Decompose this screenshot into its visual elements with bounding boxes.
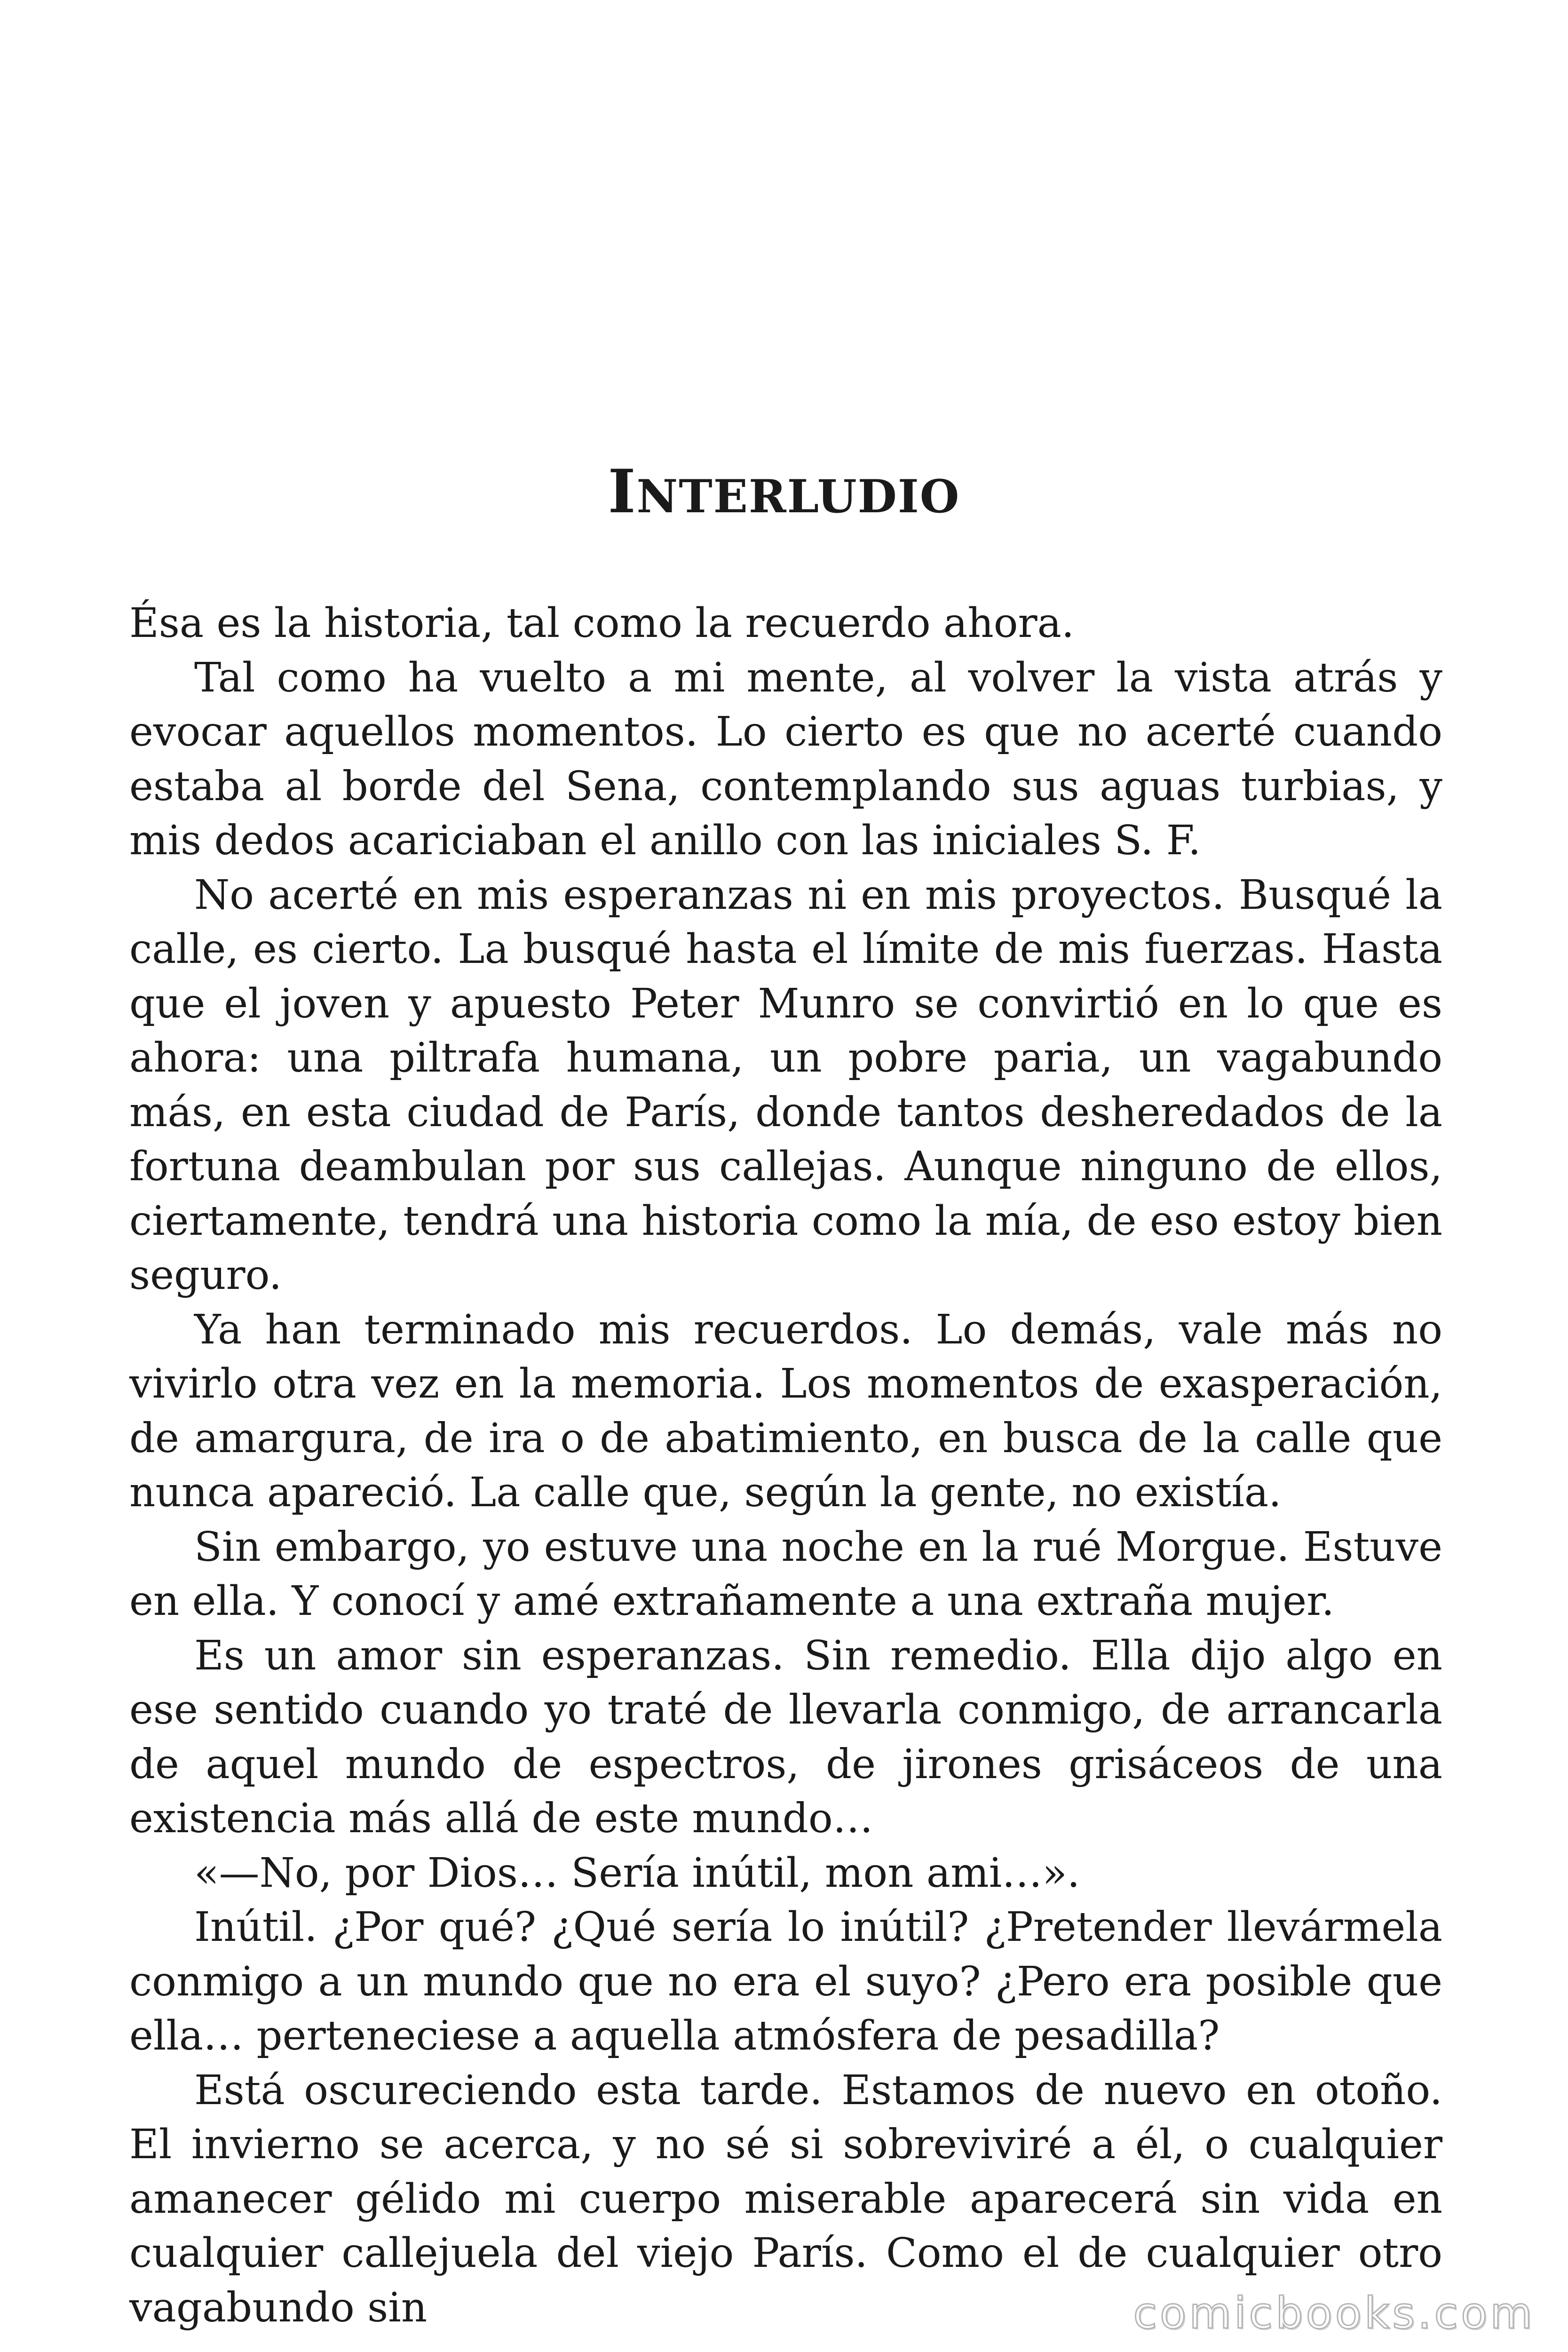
watermark: comicbooks.com	[1133, 2288, 1535, 2338]
chapter-title	[0, 459, 1568, 530]
paragraph: Sin embargo, yo estuve una noche en la rué Morgue. Estuve en ella. Y conocí y amé extrañamente a una extraña mujer.	[129, 1523, 1442, 1625]
paragraph: No acerté en mis esperanzas ni en mis proyectos. Busqué la calle, es cierto. La busqué hasta el límite de mis fuerzas. Hasta que el joven y apuesto Peter Munro se convirtió en lo que es ahora: una piltrafa humana, un pobre paria, un vagabundo más, en esta ciudad de París, donde tantos desheredados de la fortuna deambulan por sus callejas. Aunque ninguno de ellos, ciertamente, tendrá una historia como la mía, de eso estoy bien seguro.	[129, 871, 1442, 1299]
paragraph: Inútil. ¿Por qué? ¿Qué sería lo inútil? ¿Pretender llevármela conmigo a un mundo que no era el suyo? ¿Pero era posible que ella… perteneciese a aquella atmósfera de pesadilla?	[129, 1904, 1442, 2059]
paragraph: «—No, por Dios… Sería inútil, mon ami…».	[194, 1849, 1080, 1897]
paragraph: Tal como ha vuelto a mi mente, al volver la vista atrás y evocar aquellos momentos. Lo cierto es que no acerté cuando estaba al borde del Sena, contemplando sus aguas turbias, y mis dedos acariciaban el anillo con las iniciales S. F.	[129, 654, 1442, 864]
paragraph: Ésa es la historia, tal como la recuerdo ahora.	[129, 600, 1075, 647]
paragraph: Es un amor sin esperanzas. Sin remedio. Ella dijo algo en ese sentido cuando yo traté de llevarla conmigo, de arrancarla de aquel mundo de espectros, de jirones grisáceos de una existencia más allá de este mundo…	[129, 1632, 1442, 1842]
chapter-title-rest: NTERLUDIO	[636, 470, 960, 523]
chapter-body	[129, 596, 1442, 2335]
chapter-title-initial: I	[608, 457, 637, 526]
paragraph: Está oscureciendo esta tarde. Estamos de nuevo en otoño. El invierno se acerca, y no sé si sobreviviré a él, o cualquier amanecer gélido mi cuerpo miserable aparecerá sin vida en cualquier callejuela del viejo París. Como el de cualquier otro vagabundo sin	[129, 2066, 1442, 2331]
paragraph: Ya han terminado mis recuerdos. Lo demás, vale más no vivirlo otra vez en la memoria. Los momentos de exasperación, de amargura, de ira o de abatimiento, en busca de la calle que nunca apareció. La calle que, según la gente, no existía.	[129, 1306, 1442, 1516]
